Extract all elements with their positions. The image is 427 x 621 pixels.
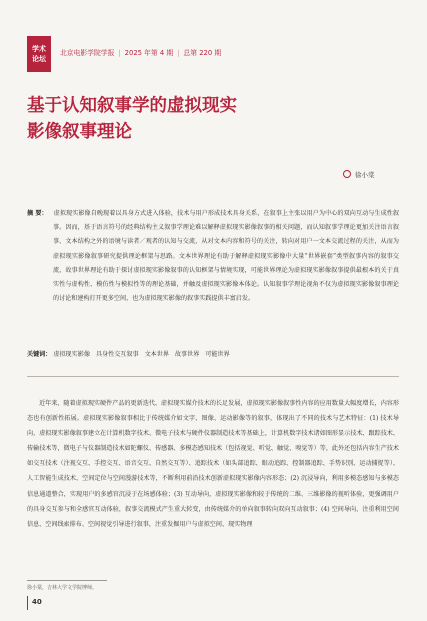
badge-label-line1: 学术 — [32, 45, 46, 53]
page-number-bar — [27, 596, 28, 610]
author-byline — [343, 170, 375, 179]
page-number: 40 — [32, 598, 42, 606]
keywords-label: 关键词： — [27, 351, 52, 358]
abstract-label: 摘 要： — [27, 210, 48, 217]
journal-header: 北京电影学院学报 | 2025 年第 4 期 | 总第 220 期 — [60, 49, 222, 57]
body-paragraph: 近年来，随着虚拟现实硬件产品的更新迭代、虚拟现实媒介技术的长足发展，虚拟现实影像叙事性内容的应用数量大幅度增长，内容形态也有创新性拓展。虚拟现实影像叙事相比于传统媒介如文字、图像、运动影像等的叙事，体现出了不同的技术与艺术特征：(1) 技术导向，虚拟现实影像叙事建立在计算机数字技术、微电子技术与硬件仪器制造技术等基础上，计算机数字技术诸如图形显示技术、跟踪技术、传输技术等，微电子与仪器制造技术如陀螺仪、传感器、多模态感知技术（包括视觉、听觉、触觉、嗅觉等）等，此外还包括内容生产技术如交互技术（注视交互、手控交互、语音交互、自然交互等）、追踪技术（如头部追踪、眼动追踪、控制器追踪、手势识别、运动捕捉等）、人工智能生成技术、空间定位与空间漫游技术等，不断利用前沿技术创新虚拟现实影像内容形态；(2) 沉浸导向，利用多模态感知与多模态信息通道整合，实现用户的多感官沉浸于在场感体验；(3) 互动导向，虚拟现实影像和较于传统的二维、三维影像的视听体验，更强调用户的具身交互参与和全感官互动体验，叙事交流模式产生重大转变，由传统媒介的单向叙事转向双向互动叙事；(4) 空间导向，注重利用空间信息、空间线索排布、空间视觉引导进行叙事，注重发掘用户与虚拟空间、现实物理 — [27, 400, 399, 528]
title-line-1: 基于认知叙事学的虚拟现实 — [27, 96, 237, 116]
keyword-item: 故事世界 — [174, 351, 200, 358]
journal-issue: 2025 年第 4 期 — [124, 49, 174, 57]
badge-label-line2: 论坛 — [32, 55, 46, 63]
abstract-text: 虚拟现实影像自晚现着以具身方式进入体验，技术与用户形成技术具身关系，在叙事上主张以用户为中心的双向互动与生成性叙事。因而，基于语言符号的经典结构主义叙事学理论难以解释虚拟现实影像叙事的相关问题，而认知叙事学理论更加关注语言叙事、文本结构之外的语境与读者／观者的认知与交流，从对文本内容和符号的关注，转向对用户一文本交流过程的关注，从而为虚拟现实影像叙事研究提供理论框架与思路。文本世界理论有助于解释虚拟现实影像中大量“世界嵌套”类型叙事内容的叙事交流，故事世界理论有助于探讨虚拟现实影像叙事的认知框架与情境实现，可能世界理论为虚拟现实影像叙事提供最根本的关于真实性与虚构性、模仿性与模拟性等的理论基础，并触及虚拟现实影像本体论。认知叙事学理论视角不仅为虚拟现实影像叙事理论的讨论和建构打开更多空间，也为虚拟现实影像的叙事实践提供丰富启发。 — [53, 210, 400, 303]
section-divider — [27, 376, 399, 377]
keyword-item: 文本世界 — [144, 351, 169, 358]
author-circle-icon — [343, 170, 351, 178]
keywords — [27, 349, 399, 358]
keyword-item: 具身性交互叙事 — [95, 351, 139, 358]
footnote-divider — [27, 580, 107, 581]
article-title — [27, 93, 237, 145]
title-line-2: 影像叙事理论 — [27, 122, 132, 142]
keyword-item: 可能世界 — [205, 351, 230, 358]
journal-name: 北京电影学院学报 — [60, 49, 115, 57]
journal-total-issue: 总第 220 期 — [183, 49, 222, 57]
abstract — [27, 207, 399, 306]
author-name: 徐小棠 — [355, 171, 375, 179]
keyword-item: 虚拟现实影像 — [53, 351, 90, 358]
section-badge — [27, 36, 51, 72]
footnote: 徐小棠，吉林大学文学院博师。 — [27, 585, 98, 591]
